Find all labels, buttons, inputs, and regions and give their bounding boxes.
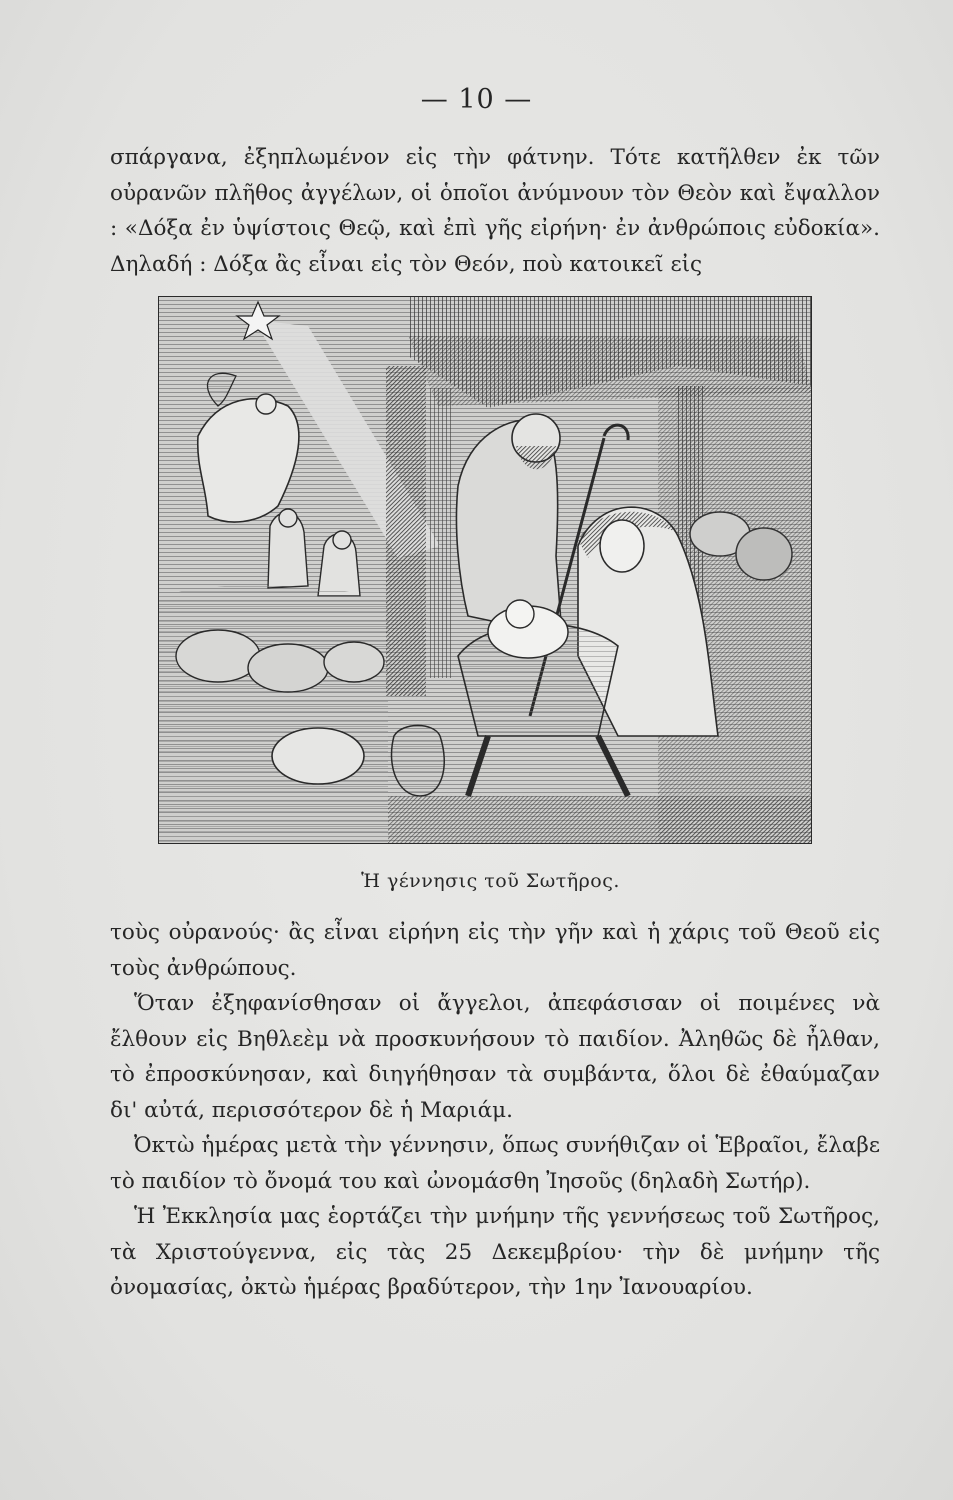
paragraph-text: Ὅταν ἐξηφανίσθησαν οἱ ἄγγελοι, ἀπεφάσισαν οἱ ποιμένες νὰ ἔλθουν εἰς Βηθλεὲμ νὰ προσκυνήσουν τὸ παιδίον. Ἀληθῶς δὲ ἦλθαν, τὸ ἐπροσκύνησαν, καὶ διηγήθησαν τὰ συμβάντα, ὅλοι δὲ ἐθαύμαζαν δι' αὐτά, περισσότερον δὲ ἡ Μαριάμ. <box>110 991 880 1123</box>
nativity-illustration <box>158 296 812 844</box>
page-number: — 10 — <box>420 84 533 115</box>
paragraph-top <box>110 140 880 282</box>
paragraph-text: τοὺς οὐρανούς· ἂς εἶναι εἰρήνη εἰς τὴν γῆν καὶ ἡ χάρις τοῦ Θεοῦ εἰς τοὺς ἀνθρώπους. <box>110 920 880 981</box>
paragraph-text: Ἡ Ἐκκλησία μας ἑορτάζει τὴν μνήμην τῆς γεννήσεως τοῦ Σωτῆρος, τὰ Χριστούγεννα, εἰς τὰς 25 Δεκεμβρίου· τὴν δὲ μνήμην τῆς ὀνομασίας, ὀκτὼ ἡμέρας βραδύτερον, τὴν 1ην Ἰανουαρίου. <box>110 1204 880 1300</box>
paragraph-text: Ὀκτὼ ἡμέρας μετὰ τὴν γέννησιν, ὅπως συνήθιζαν οἱ Ἑβραῖοι, ἔλαβε τὸ παιδίον τὸ ὄνομά του καὶ ὠνομάσθη Ἰησοῦς (δηλαδὴ Σωτήρ). <box>110 1133 880 1194</box>
figure-caption: Ἡ γέννησις τοῦ Σωτῆρος. <box>361 870 620 892</box>
paragraph-text: σπάργανα, ἐξηπλωμένον εἰς τὴν φάτνην. Τότε κατῆλθεν ἐκ τῶν οὐρανῶν πλῆθος ἀγγέλων, οἱ ὁποῖοι ἀνύμνουν τὸν Θεὸν καὶ ἔψαλλον : «Δόξα ἐν ὑψίστοις Θεῷ, καὶ ἐπὶ γῆς εἰρήνη· ἐν ἀνθρώποις εὐδοκία». Δηλαδή : Δόξα ἂς εἶναι εἰς τὸν Θεόν, ποὺ κατοικεῖ εἰς <box>110 145 880 277</box>
paragraphs-bottom <box>110 915 880 1306</box>
